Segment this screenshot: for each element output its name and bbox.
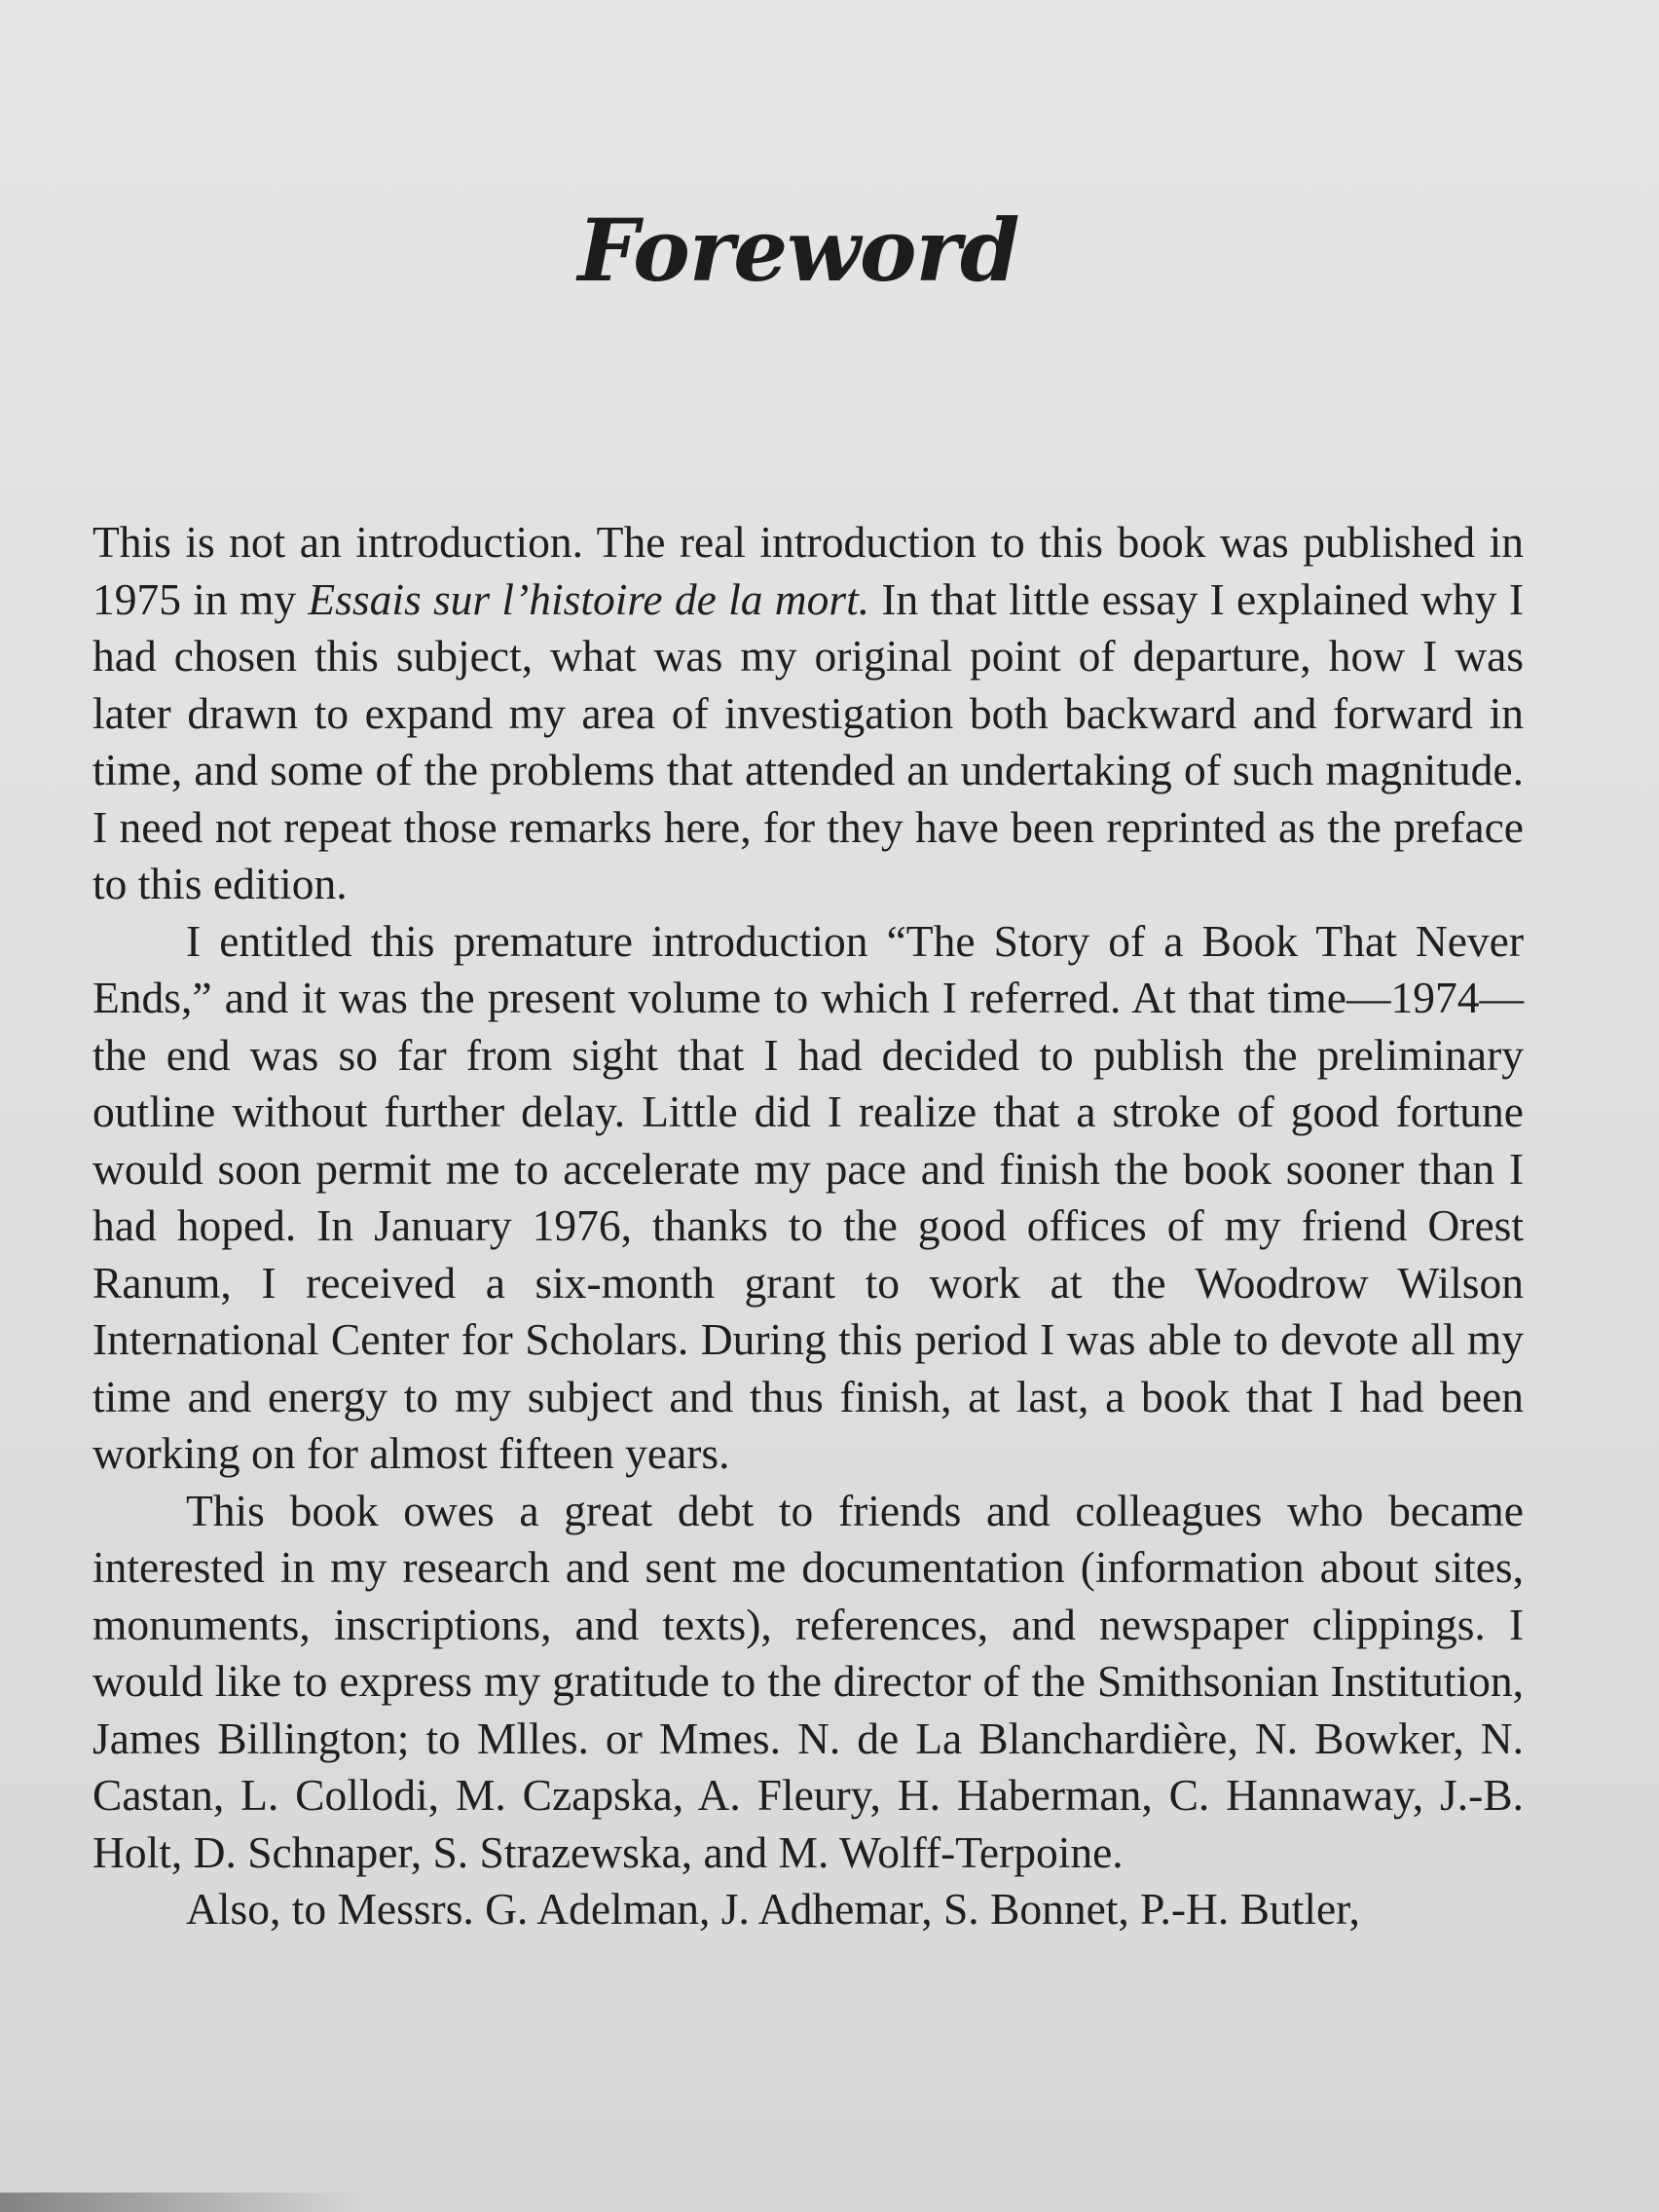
paragraph-1-text-end: In that little essay I explained why I had chosen this subject, what was my original point of departure, how I was later drawn to expand my area of investigation both backward and forward in time, and some of the problems that attended an undertaking of such magnitude. I need not repeat those remarks here, for they have been reprinted as the preface to this edition. [92, 573, 1524, 908]
page-title: Foreword [577, 200, 1019, 301]
bleed-through-decoration [78, 10, 1597, 142]
foreword-body [92, 514, 1524, 1938]
paragraph-1 [92, 514, 1524, 913]
page-edge-shadow [0, 2193, 370, 2212]
paragraph-1-text-start: This is not an introduction. The real introduction to this book was published in 1975 in my [92, 517, 1524, 624]
paragraph-3: This book owes a great debt to friends and colleagues who became interested in my research and sent me documentation (information about sites, monuments, inscriptions, and texts), references, and newspaper clippings. I would like to express my gratitude to the director of the Smithsonian Institution, James Billington; to Mlles. or Mmes. N. de La Blanchardière, N. Bowker, N. Castan, L. Collodi, M. Czapska, A. Fleury, H. Haberman, C. Hannaway, J.-B. Holt, D. Schnaper, S. Strazewska, and M. Wolff-Terpoine. [92, 1485, 1524, 1877]
paragraph-2: I entitled this premature introduction “The Story of a Book That Never Ends,” and it was the present volume to which I referred. At that time—1974—the end was so far from sight that I had decided to publish the preliminary outline without further delay. Little did I realize that a stroke of good fortune would soon permit me to accelerate my pace and finish the book sooner than I had hoped. In January 1976, thanks to the good offices of my friend Orest Ranum, I received a six-month grant to work at the Woodrow Wilson International Center for Scholars. During this period I was able to devote all my time and energy to my subject and thus finish, at last, a book that I had been working on for almost fifteen years. [92, 915, 1524, 1478]
paragraph-4: Also, to Messrs. G. Adelman, J. Adhemar, S. Bonnet, P.-H. Butler, [186, 1884, 1360, 1934]
book-title-italic: Essais sur l’histoire de la mort. [308, 573, 870, 624]
